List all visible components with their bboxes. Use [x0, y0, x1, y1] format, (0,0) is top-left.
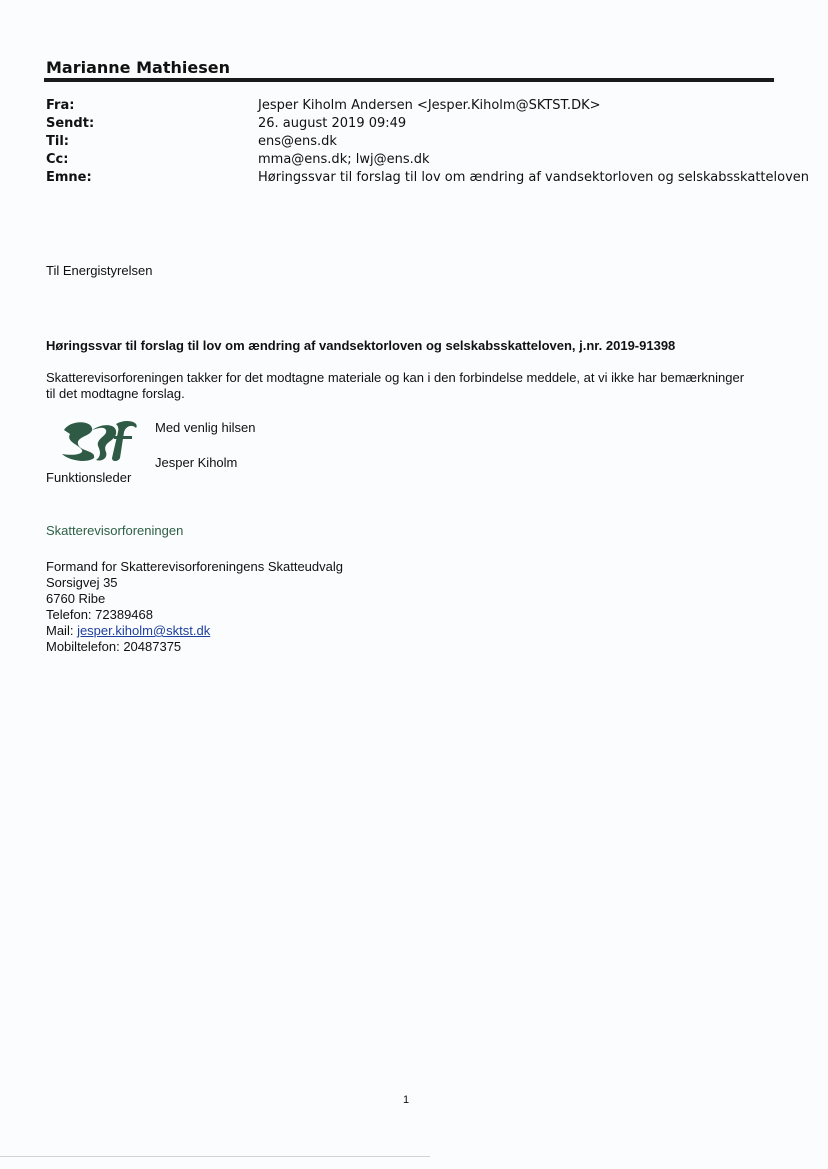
letter-subject-heading: Høringssvar til forslag til lov om ændring af vandsektorloven og selskabsskatteloven, j.nr. 2019-91398	[46, 338, 676, 353]
signer-role: Funktionsleder	[46, 470, 132, 485]
mailbox-owner-name: Marianne Mathiesen	[46, 58, 230, 77]
header-label-from: Fra:	[46, 98, 75, 113]
header-value-cc: mma@ens.dk; lwj@ens.dk	[258, 152, 430, 167]
header-value-sent: 26. august 2019 09:49	[258, 116, 407, 131]
contact-mobile: Mobiltelefon: 20487375	[46, 639, 182, 654]
header-value-subject: Høringssvar til forslag til lov om ændring af vandsektorloven og selskabsskatteloven	[258, 170, 810, 185]
header-value-from: Jesper Kiholm Andersen <Jesper.Kiholm@SKTST.DK>	[258, 98, 601, 113]
page-number: 1	[402, 1094, 410, 1106]
contact-city: 6760 Ribe	[46, 591, 106, 606]
contact-mail-label: Mail:	[46, 623, 78, 638]
signer-name: Jesper Kiholm	[155, 455, 238, 470]
header-value-to: ens@ens.dk	[258, 134, 337, 149]
header-label-cc: Cc:	[46, 152, 69, 167]
header-label-to: Til:	[46, 134, 69, 149]
bottom-scan-line	[0, 1156, 430, 1157]
contact-phone: Telefon: 72389468	[46, 607, 153, 622]
contact-title: Formand for Skatterevisorforeningens Skatteudvalg	[46, 559, 343, 574]
contact-street: Sorsigvej 35	[46, 575, 118, 590]
header-divider	[44, 78, 774, 82]
header-label-sent: Sendt:	[46, 116, 95, 131]
letter-greeting: Til Energistyrelsen	[46, 263, 153, 278]
contact-mail-row	[46, 623, 343, 639]
srf-logo-icon	[56, 418, 142, 464]
organization-name: Skatterevisorforeningen	[46, 523, 184, 538]
contact-mail-link[interactable]: jesper.kiholm@sktst.dk	[77, 623, 211, 638]
header-label-subject: Emne:	[46, 170, 92, 185]
letter-closing: Med venlig hilsen	[155, 420, 256, 435]
letter-body: Skatterevisorforeningen takker for det modtagne materiale og kan i den forbindelse meddele, at vi ikke har bemærkninger til det modtagne forslag.	[46, 370, 745, 401]
contact-block	[46, 559, 343, 655]
